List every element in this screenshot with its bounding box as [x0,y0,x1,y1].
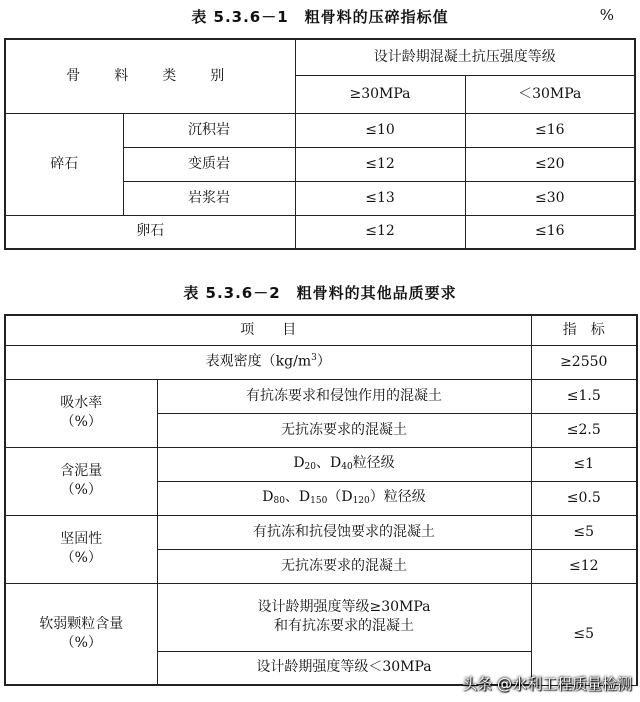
table1-unit: % [599,6,614,24]
table1-title: 表 5.3.6－1 粗骨料的压碎指标值 [191,8,449,26]
soft-cond-2: 设计龄期强度等级＜30MPa [157,651,531,685]
value-sedimentary-lt30: ≤16 [465,113,635,147]
value-metamorphic-lt30: ≤20 [465,147,635,181]
mud-cond-1: $D_{20}$、$D_{40}$粒径级 [157,447,531,481]
soundness-cond-2: 无抗冻要求的混凝土 [157,549,531,583]
value-pebble-ge30: ≤12 [295,215,465,249]
absorption-cond-2: 无抗冻要求的混凝土 [157,413,531,447]
mud-content-label: 含泥量 （%） [5,447,157,515]
col-ge30-header: ≥30MPa [295,75,465,113]
category-header: 骨 料 类 别 [5,39,295,113]
item-header: 项 目 [5,315,531,345]
mud-value-1: ≤1 [531,447,637,481]
absorption-cond-1: 有抗冻要求和侵蚀作用的混凝土 [157,379,531,413]
absorption-value-1: ≤1.5 [531,379,637,413]
water-absorption-label: 吸水率 （%） [5,379,157,447]
indicator-header: 指 标 [531,315,637,345]
crushed-stone-label: 碎石 [5,113,123,215]
soundness-value-1: ≤5 [531,515,637,549]
absorption-value-2: ≤2.5 [531,413,637,447]
mud-cond-2: $D_{80}$、$D_{150}(D_{120})$粒径级 [157,481,531,515]
soft-cond-1: 设计龄期强度等级≥30MPa 和有抗冻要求的混凝土 [157,583,531,651]
subtype-igneous: 岩浆岩 [123,181,295,215]
soundness-cond-1: 有抗冻和抗侵蚀要求的混凝土 [157,515,531,549]
apparent-density-value: ≥2550 [531,345,637,379]
mud-value-2: ≤0.5 [531,481,637,515]
crushing-index-table [4,38,636,250]
watermark: 头条 @水利工程质量检测 [462,675,632,693]
value-sedimentary-ge30: ≤10 [295,113,465,147]
col-lt30-header: ＜30MPa [465,75,635,113]
apparent-density-label: 表观密度$(kg/m^3)$ [5,345,531,379]
value-pebble-lt30: ≤16 [465,215,635,249]
value-igneous-lt30: ≤30 [465,181,635,215]
subtype-sedimentary: 沉积岩 [123,113,295,147]
soft-value: ≤5 [531,583,637,685]
value-igneous-ge30: ≤13 [295,181,465,215]
strength-group-header: 设计龄期混凝土抗压强度等级 [295,39,635,75]
soundness-label: 坚固性 （%） [5,515,157,583]
value-metamorphic-ge30: ≤12 [295,147,465,181]
subtype-metamorphic: 变质岩 [123,147,295,181]
table2-title: 表 5.3.6－2 粗骨料的其他品质要求 [183,284,457,302]
quality-requirements-table [4,314,638,686]
soundness-value-2: ≤12 [531,549,637,583]
pebble-label: 卵石 [5,215,295,249]
soft-particle-label: 软弱颗粒含量 （%） [5,583,157,685]
